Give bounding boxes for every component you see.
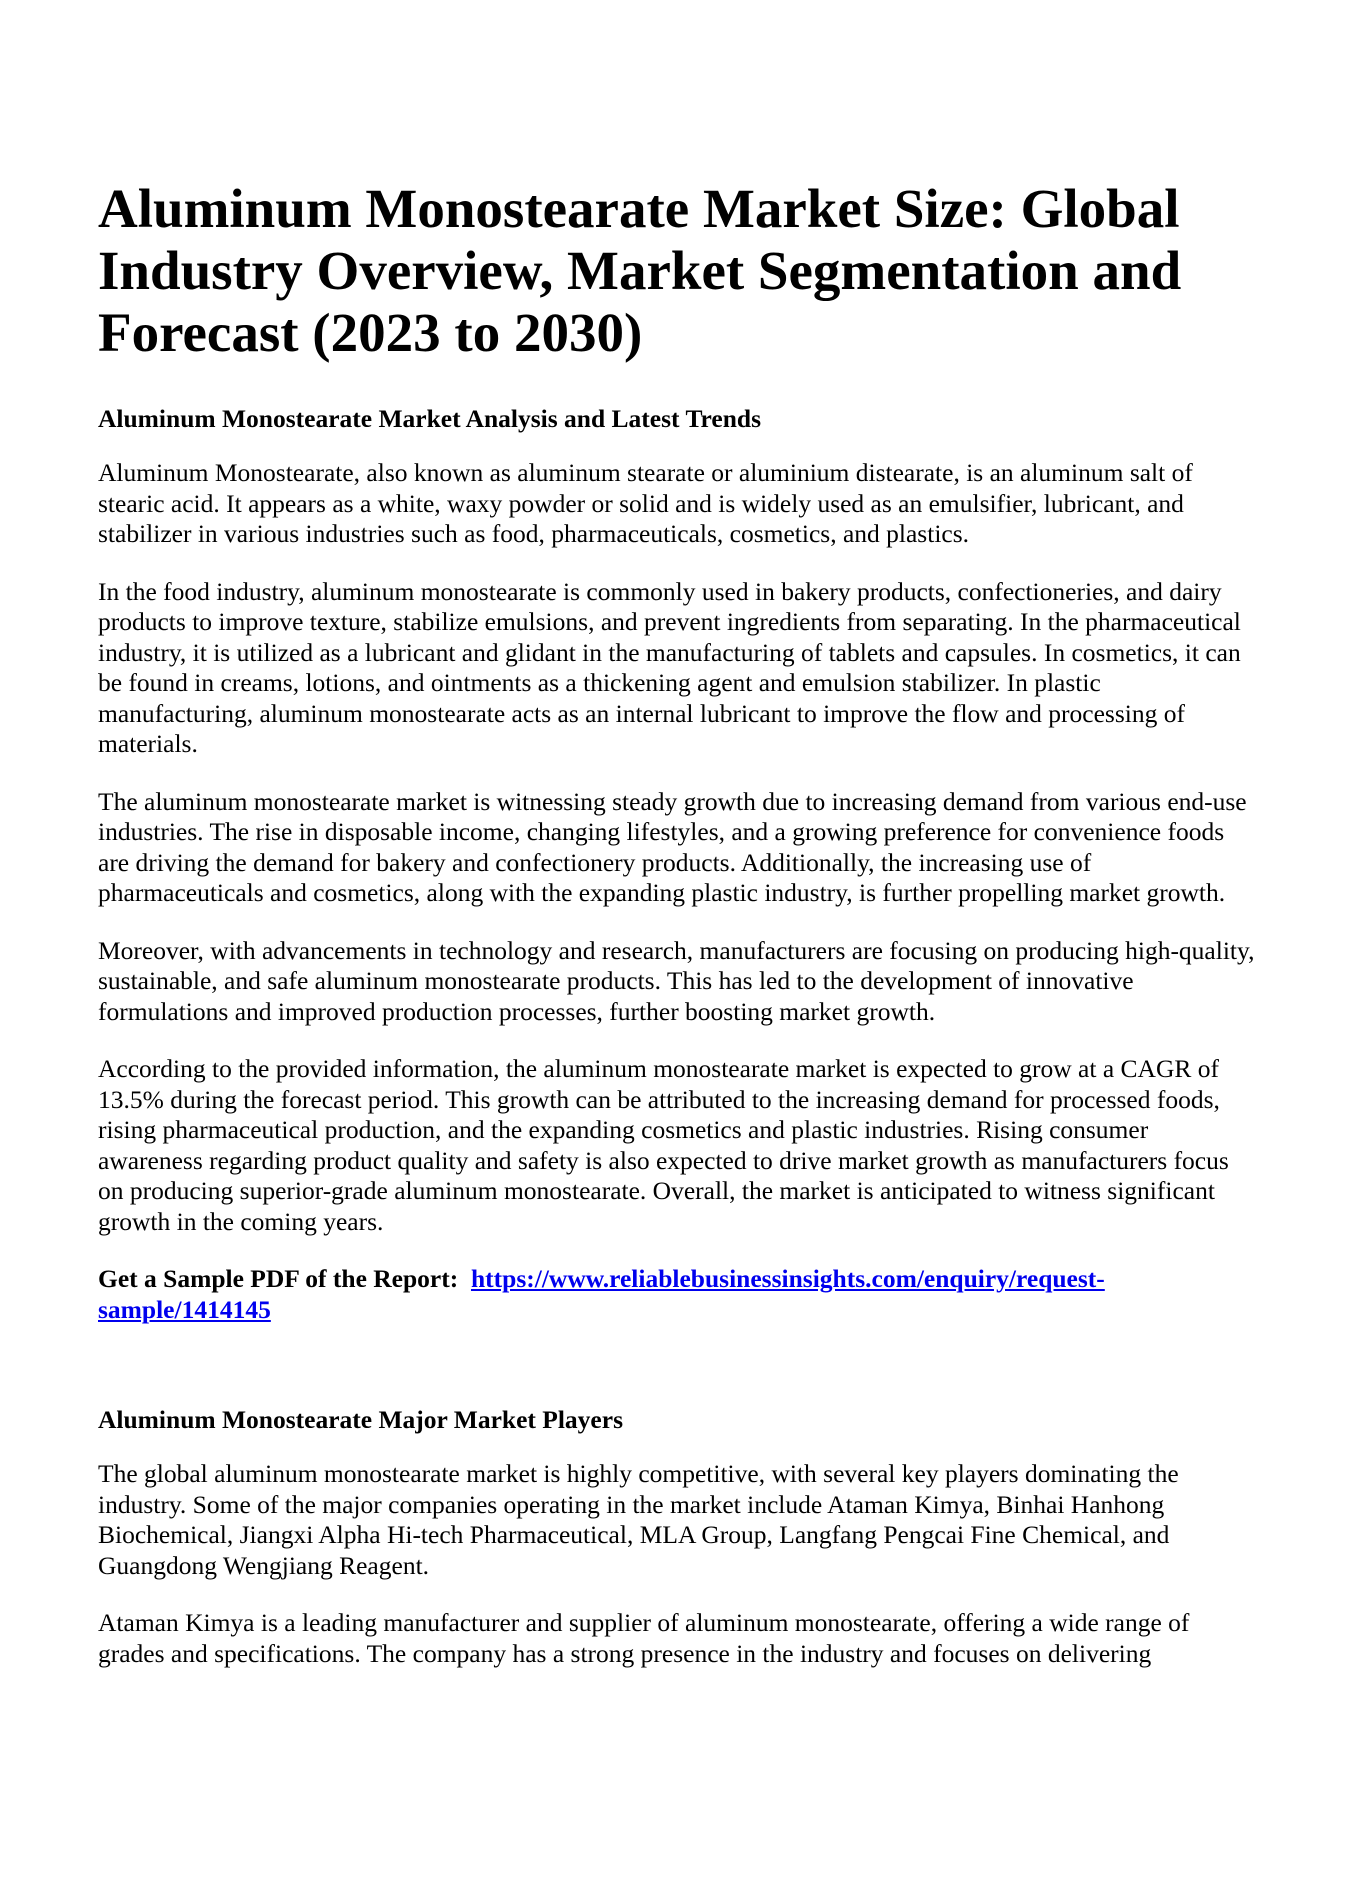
analysis-paragraph-5: According to the provided information, the aluminum monostearate market is expected to grow at a CAGR of 13.5% during the forecast period. This growth can be attributed to the increasing demand for processed foods, rising pharmaceutical production, and the expanding cosmetics and plastic industries. Rising consumer awareness regarding product quality and safety is also expected to drive market growth as manufacturers focus on producing superior-grade aluminum monostearate. Overall, the market is anticipated to witness significant growth in the coming years. <box>98 1054 1229 1236</box>
section-heading-players: Aluminum Monostearate Major Market Players <box>98 1405 623 1434</box>
sample-pdf-line <box>98 1264 1258 1325</box>
players-paragraph-2: Ataman Kimya is a leading manufacturer and supplier of aluminum monostearate, offering a wide range of grades and specifications. The company has a strong presence in the industry and focuses on delivering <box>98 1608 1190 1668</box>
analysis-paragraph-1: Aluminum Monostearate, also known as aluminum stearate or aluminium distearate, is an aluminum salt of stearic acid. It appears as a white, waxy powder or solid and is widely used as an emulsifier, lubricant, and stabilizer in various industries such as food, pharmaceuticals, cosmetics, and plastics. <box>98 458 1193 548</box>
analysis-paragraph-4: Moreover, with advancements in technology and research, manufacturers are focusing on producing high-quality, sustainable, and safe aluminum monostearate products. This has led to the development of innovative formulations and improved production processes, further boosting market growth. <box>98 935 1255 1026</box>
analysis-paragraph-3: The aluminum monostearate market is witnessing steady growth due to increasing demand from various end-use industries. The rise in disposable income, changing lifestyles, and a growing preference for convenience foods are driving the demand for bakery and confectionery products. Additionally, the increasing use of pharmaceuticals and cosmetics, along with the expanding plastic industry, is further propelling market growth. <box>98 786 1247 907</box>
sample-pdf-label: Get a Sample PDF of the Report: <box>98 1264 459 1293</box>
document-page <box>98 178 1258 1696</box>
sample-pdf-link[interactable]: https://www.reliablebusinessinsights.com/enquiry/request-sample/1414145 <box>98 1264 1105 1324</box>
document-title: Aluminum Monostearate Market Size: Global Industry Overview, Market Segmentation and Forecast (2023 to 2030) <box>98 178 1182 363</box>
section-heading-analysis: Aluminum Monostearate Market Analysis and Latest Trends <box>98 404 762 433</box>
analysis-paragraph-2: In the food industry, aluminum monostearate is commonly used in bakery products, confectioneries, and dairy products to improve texture, stabilize emulsions, and prevent ingredients from separating. In the pharmaceutical industry, it is utilized as a lubricant and glidant in the manufacturing of tablets and capsules. In cosmetics, it can be found in creams, lotions, and ointments as a thickening agent and emulsion stabilizer. In plastic manufacturing, aluminum monostearate acts as an internal lubricant to improve the flow and processing of materials. <box>98 576 1241 758</box>
players-paragraph-1: The global aluminum monostearate market is highly competitive, with several key players dominating the industry. Some of the major companies operating in the market include Ataman Kimya, Binhai Hanhong Biochemical, Jiangxi Alpha Hi-tech Pharmaceutical, MLA Group, Langfang Pengcai Fine Chemical, and Guangdong Wengjiang Reagent. <box>98 1459 1179 1580</box>
